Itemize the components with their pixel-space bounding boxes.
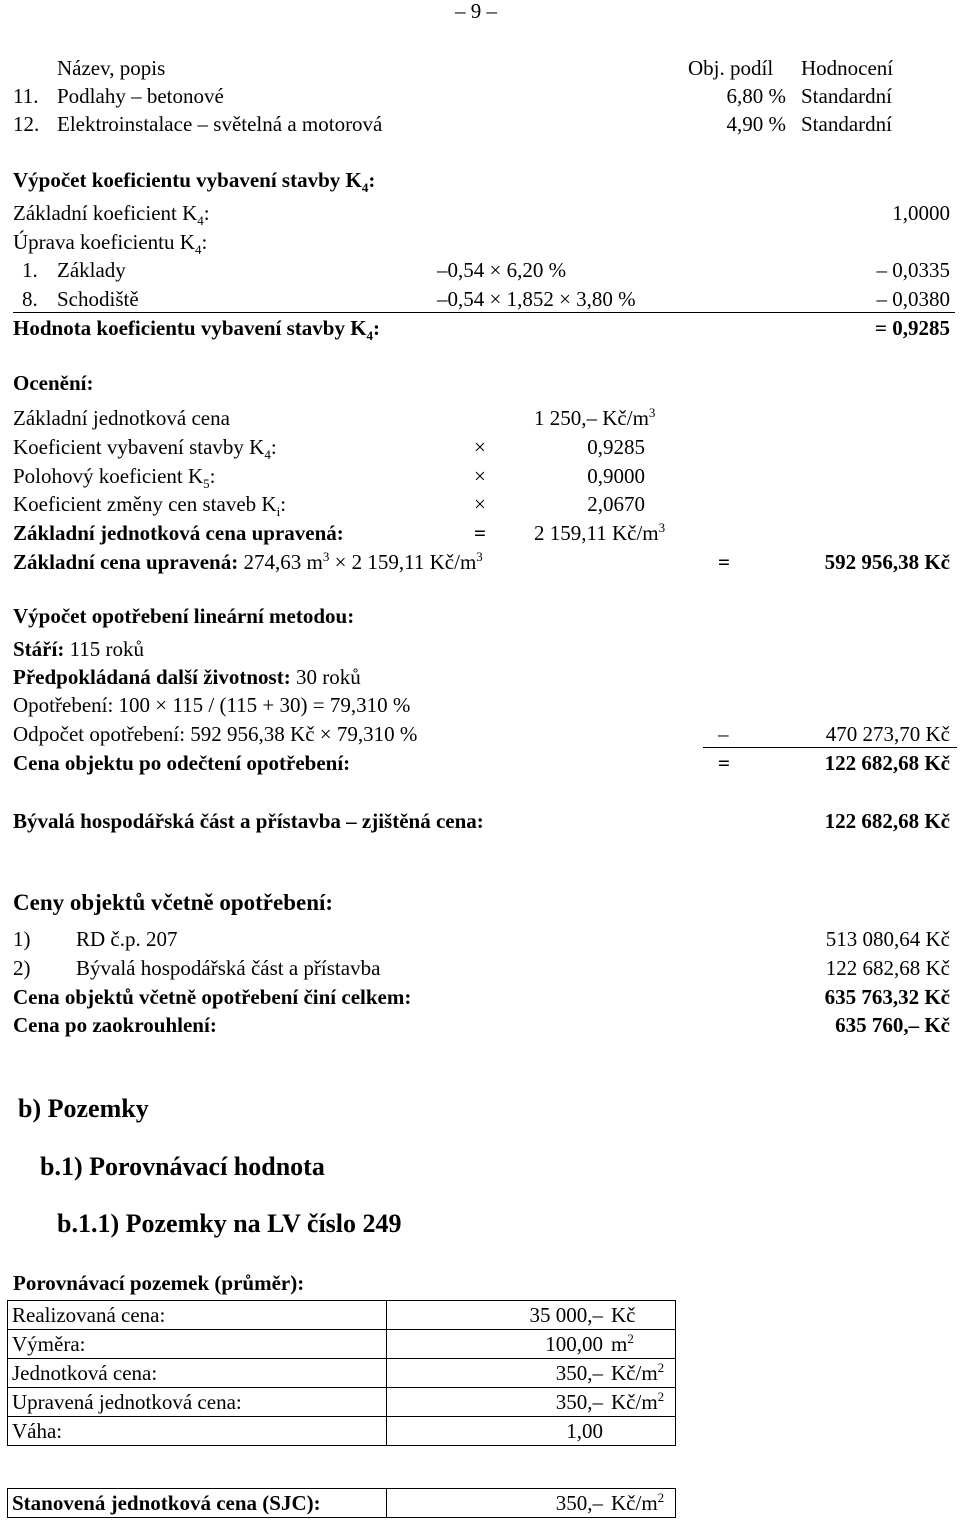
valuation-title: Ocenění: bbox=[13, 371, 94, 395]
age-line: Stáří: 115 roků bbox=[13, 637, 145, 661]
item-row-share: 6,80 % bbox=[726, 84, 786, 108]
k4-adj-name: Schodiště bbox=[57, 287, 139, 311]
summary-total-value: 635 763,32 Kč bbox=[824, 985, 950, 1009]
item-row-name: Podlahy – betonové bbox=[57, 84, 224, 108]
adjusted-price-value: 592 956,38 Kč bbox=[824, 550, 950, 574]
comparison-value: 350,– bbox=[387, 1359, 608, 1388]
items-header-share: Obj. podíl bbox=[688, 56, 774, 80]
adjusted-unit-label: Základní jednotková cena upravená: bbox=[13, 521, 344, 545]
comparison-label: Výměra: bbox=[8, 1330, 387, 1359]
table-row bbox=[8, 1301, 676, 1330]
comparison-value: 350,– bbox=[387, 1388, 608, 1417]
deduction-divider bbox=[703, 747, 957, 748]
item-row-rating: Standardní bbox=[801, 84, 892, 108]
k4-adj-calc: –0,54 × 1,852 × 3,80 % bbox=[437, 287, 636, 311]
comparison-title: Porovnávací pozemek (průměr): bbox=[13, 1271, 305, 1295]
comparison-unit: Kč bbox=[607, 1301, 676, 1330]
comparison-label: Váha: bbox=[8, 1417, 387, 1446]
k4-adj-label: Úprava koeficientu $K_4$: bbox=[13, 230, 208, 258]
sjc-unit: $Kč/m^2$ bbox=[607, 1489, 676, 1518]
valuation-row-label: Koeficient vybavení stavby $K_4$: bbox=[13, 435, 277, 463]
table-row bbox=[8, 1417, 676, 1446]
summary-item-name: RD č.p. 207 bbox=[76, 927, 178, 951]
items-header-name: Název, popis bbox=[57, 56, 166, 80]
net-label: Cena objektu po odečtení opotřebení: bbox=[13, 751, 351, 775]
life-line: Předpokládaná další životnost: 30 roků bbox=[13, 665, 361, 689]
k4-adj-calc: –0,54 × 6,20 % bbox=[437, 258, 567, 282]
comparison-unit bbox=[607, 1417, 676, 1446]
summary-title: Ceny objektů včetně opotřebení: bbox=[13, 890, 334, 915]
deduction-op: – bbox=[718, 722, 729, 746]
heading-b1: b.1) Porovnávací hodnota bbox=[40, 1152, 325, 1181]
adjusted-unit-op: = bbox=[474, 521, 486, 545]
farm-part-value: 122 682,68 Kč bbox=[824, 809, 950, 833]
deduction-label: Odpočet opotřebení: 592 956,38 Kč × 79,310 % bbox=[13, 722, 418, 746]
comparison-value: 100,00 bbox=[387, 1330, 608, 1359]
k4-title: Výpočet koeficientu vybavení stavby $K_4$: bbox=[13, 168, 376, 196]
net-op: = bbox=[718, 751, 730, 775]
k4-adj-no: 1. bbox=[22, 258, 38, 282]
item-row-no: 11. bbox=[13, 84, 39, 108]
item-row-rating: Standardní bbox=[801, 112, 892, 136]
net-value: 122 682,68 Kč bbox=[824, 751, 950, 775]
summary-item-value: 122 682,68 Kč bbox=[825, 956, 950, 980]
farm-part-label: Bývalá hospodářská část a přístavba – zjištěná cena: bbox=[13, 809, 484, 833]
depreciation-title: Výpočet opotřebení lineární metodou: bbox=[13, 604, 355, 628]
k4-adj-no: 8. bbox=[22, 287, 38, 311]
adjusted-unit-value: 2 159,11 $Kč/m^3$ bbox=[534, 520, 666, 545]
comparison-unit: $m^2$ bbox=[607, 1330, 676, 1359]
comparison-table bbox=[7, 1300, 676, 1446]
valuation-row-value: 0,9285 bbox=[587, 435, 645, 459]
valuation-row-op: × bbox=[474, 492, 486, 516]
table-row bbox=[8, 1388, 676, 1417]
comparison-label: Realizovaná cena: bbox=[8, 1301, 387, 1330]
summary-item-no: 1) bbox=[13, 927, 31, 951]
item-row-share: 4,90 % bbox=[726, 112, 786, 136]
heading-b11: b.1.1) Pozemky na LV číslo 249 bbox=[57, 1209, 402, 1238]
heading-b: b) Pozemky bbox=[18, 1094, 149, 1123]
comparison-value: 35 000,– bbox=[387, 1301, 608, 1330]
k4-result-label: Hodnota koeficientu vybavení stavby $K_4$: bbox=[13, 316, 381, 344]
comparison-unit: $Kč/m^2$ bbox=[607, 1388, 676, 1417]
k4-sum-divider bbox=[13, 312, 955, 313]
valuation-row-value: 0,9000 bbox=[587, 464, 645, 488]
adjusted-price-line: Základní cena upravená: 274,63 $m^3 \times 2$ 159,11 $Kč/m^3$ bbox=[13, 549, 483, 574]
summary-total-label: Cena objektů včetně opotřebení činí celkem: bbox=[13, 985, 412, 1009]
summary-item-value: 513 080,64 Kč bbox=[825, 927, 950, 951]
summary-item-name: Bývalá hospodářská část a přístavba bbox=[76, 956, 381, 980]
item-row-no: 12. bbox=[13, 112, 40, 136]
valuation-row-label: Základní jednotková cena bbox=[13, 406, 230, 430]
sjc-value: 350,– bbox=[387, 1489, 608, 1518]
valuation-row-label: Polohový koeficient $K_5$: bbox=[13, 464, 216, 492]
sjc-table bbox=[7, 1488, 676, 1518]
summary-rounded-label: Cena po zaokrouhlení: bbox=[13, 1013, 217, 1037]
summary-rounded-value: 635 760,– Kč bbox=[835, 1013, 950, 1037]
table-row bbox=[8, 1359, 676, 1388]
k4-result-value: = 0,9285 bbox=[875, 316, 950, 340]
valuation-row-op: × bbox=[474, 464, 486, 488]
items-header-rating: Hodnocení bbox=[801, 56, 894, 80]
comparison-label: Jednotková cena: bbox=[8, 1359, 387, 1388]
k4-adj-value: – 0,0380 bbox=[876, 287, 950, 311]
page-number: – 9 – bbox=[455, 0, 497, 23]
summary-item-no: 2) bbox=[13, 956, 31, 980]
comparison-value: 1,00 bbox=[387, 1417, 608, 1446]
adjusted-price-op: = bbox=[718, 550, 730, 574]
depreciation-formula: Opotřebení: 100 × 115 / (115 + 30) = 79,310 % bbox=[13, 693, 411, 717]
sjc-label: Stanovená jednotková cena (SJC): bbox=[8, 1489, 387, 1518]
k4-adj-value: – 0,0335 bbox=[876, 258, 950, 282]
deduction-value: 470 273,70 Kč bbox=[825, 722, 950, 746]
valuation-row-label: Koeficient změny cen staveb $K_i$: bbox=[13, 492, 287, 520]
valuation-row-value: 1 250,– $Kč/m^3$ bbox=[534, 405, 656, 430]
table-row bbox=[8, 1489, 676, 1518]
k4-base-label: Základní koeficient $K_4$: bbox=[13, 201, 210, 229]
k4-base-value: 1,0000 bbox=[892, 201, 950, 225]
valuation-row-value: 2,0670 bbox=[587, 492, 645, 516]
valuation-row-op: × bbox=[474, 435, 486, 459]
comparison-label: Upravená jednotková cena: bbox=[8, 1388, 387, 1417]
item-row-name: Elektroinstalace – světelná a motorová bbox=[57, 112, 383, 136]
comparison-unit: $Kč/m^2$ bbox=[607, 1359, 676, 1388]
k4-adj-name: Základy bbox=[57, 258, 126, 282]
table-row bbox=[8, 1330, 676, 1359]
